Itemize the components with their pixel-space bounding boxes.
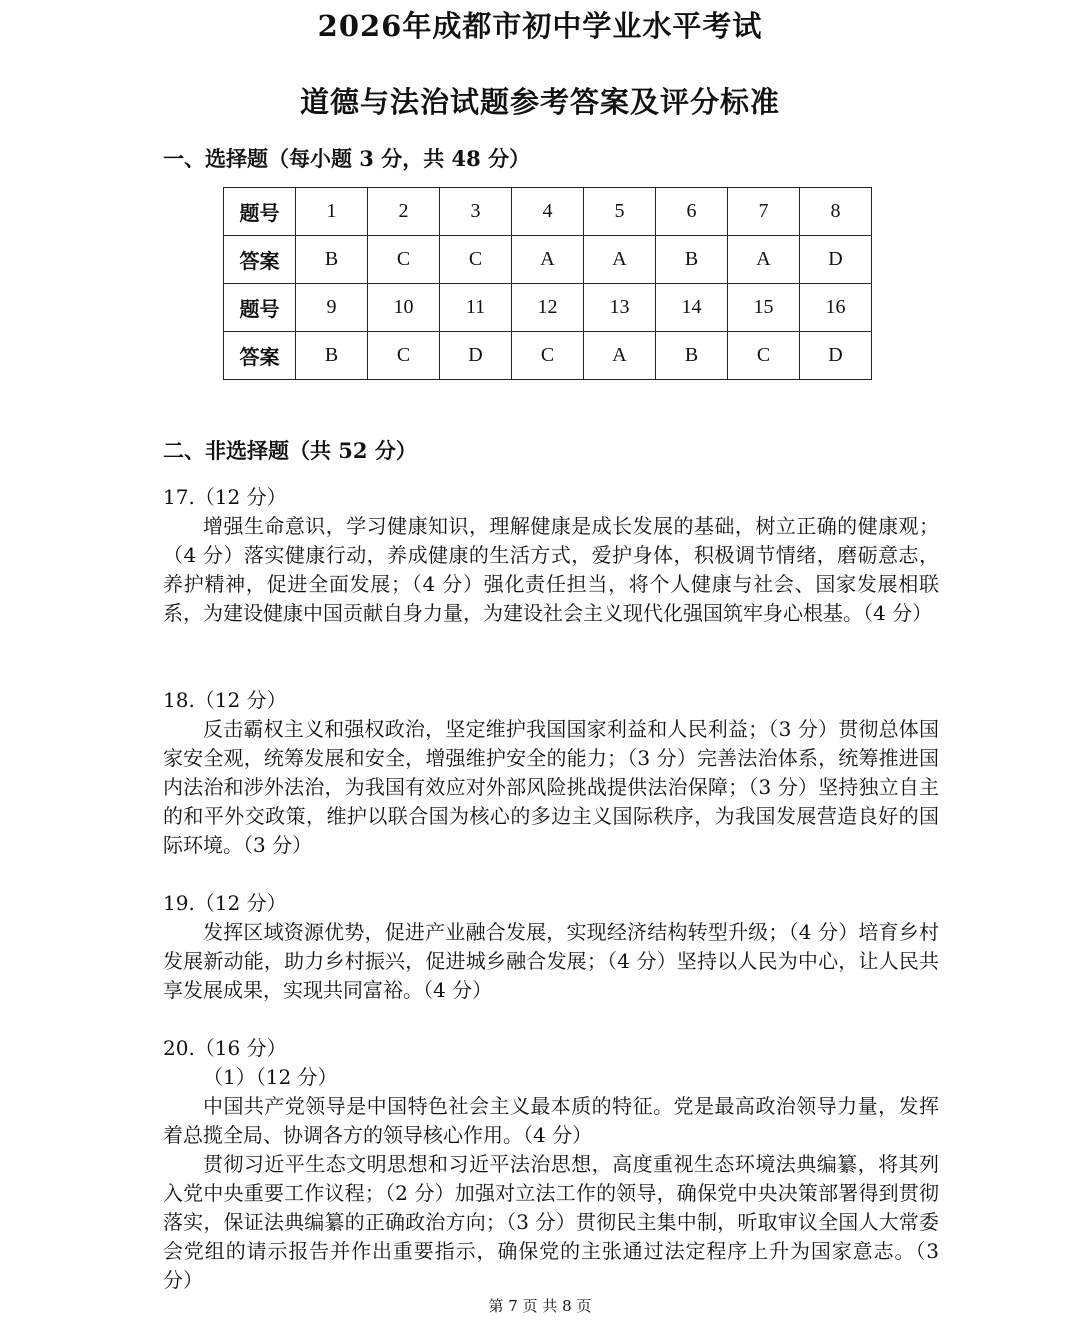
document-subtitle: 道德与法治试题参考答案及评分标准 xyxy=(299,85,780,119)
section1-heading: 一、选择题（每小题 3 分，共 48 分） xyxy=(163,146,531,171)
table-cell: 1 xyxy=(296,188,368,236)
question-20-paragraph-1: 中国共产党领导是中国特色社会主义最本质的特征。党是最高政治领导力量，发挥着总揽全局、协调各方的领导核心作用。（4 分） xyxy=(163,1094,939,1147)
question-20-heading: 20.（16 分） xyxy=(163,1036,287,1060)
table-cell: A xyxy=(584,236,656,284)
table-cell: C xyxy=(440,236,512,284)
table-cell: C xyxy=(512,332,584,380)
question-17-answer: 增强生命意识，学习健康知识，理解健康是成长发展的基础，树立正确的健康观；（4 分）落实健康行动，养成健康的生活方式，爱护身体，积极调节情绪，磨砺意志，养护精神，促进全面发展；（4 分）强化责任担当，将个人健康与社会、国家发展相联系，为建设健康中国贡献自身力量，为建设社会主义现代化强国筑牢身心根基。（4 分） xyxy=(163,514,939,625)
document-title: 2026年成都市初中学业水平考试 xyxy=(317,9,763,43)
table-cell: C xyxy=(368,236,440,284)
table-cell: B xyxy=(656,236,728,284)
table-cell: D xyxy=(800,332,872,380)
table-cell: B xyxy=(656,332,728,380)
section2-heading: 二、非选择题（共 52 分） xyxy=(163,438,417,463)
question-18-answer: 反击霸权主义和强权政治，坚定维护我国国家利益和人民利益；（3 分）贯彻总体国家安全观，统筹发展和安全，增强维护安全的能力；（3 分）完善法治体系，统筹推进国内法治和涉外法治，为我国有效应对外部风险挑战提供法治保障；（3 分）坚持独立自主的和平外交政策，维护以联合国为核心的多边主义国际秩序，为我国发展营造良好的国际环境。（3 分） xyxy=(163,717,939,857)
table-cell: D xyxy=(440,332,512,380)
table-cell: 16 xyxy=(800,284,872,332)
question-20-paragraph-2: 贯彻习近平生态文明思想和习近平法治思想，高度重视生态环境法典编纂，将其列入党中央重要工作议程；（2 分）加强对立法工作的领导，确保党中央决策部署得到贯彻落实，保证法典编纂的正确政治方向；（3 分）贯彻民主集中制，听取审议全国人大常委会党组的请示报告并作出重要指示，确保党的主张通过法定程序上升为国家意志。（3 分） xyxy=(163,1152,939,1292)
table-cell: A xyxy=(512,236,584,284)
table-cell: C xyxy=(728,332,800,380)
table-cell: 11 xyxy=(440,284,512,332)
question-17-heading: 17.（12 分） xyxy=(163,485,287,509)
table-cell: 10 xyxy=(368,284,440,332)
table-cell: 13 xyxy=(584,284,656,332)
table-cell: 14 xyxy=(656,284,728,332)
table-row xyxy=(224,284,872,332)
table-cell: 12 xyxy=(512,284,584,332)
table-cell: 8 xyxy=(800,188,872,236)
table-row-label: 答案 xyxy=(224,332,296,380)
table-row xyxy=(224,188,872,236)
table-row xyxy=(224,236,872,284)
table-cell: 7 xyxy=(728,188,800,236)
table-row-label: 题号 xyxy=(224,284,296,332)
table-cell: B xyxy=(296,332,368,380)
table-cell: A xyxy=(728,236,800,284)
table-cell: 2 xyxy=(368,188,440,236)
table-cell: 9 xyxy=(296,284,368,332)
table-cell: 6 xyxy=(656,188,728,236)
table-row-label: 答案 xyxy=(224,236,296,284)
table-cell: 5 xyxy=(584,188,656,236)
table-row-label: 题号 xyxy=(224,188,296,236)
table-cell: D xyxy=(800,236,872,284)
question-18-heading: 18.（12 分） xyxy=(163,688,287,712)
table-cell: C xyxy=(368,332,440,380)
choice-answer-table xyxy=(223,187,872,380)
page-footer: 第 7 页 共 8 页 xyxy=(488,1297,592,1315)
question-19-heading: 19.（12 分） xyxy=(163,891,287,915)
table-row xyxy=(224,332,872,380)
table-cell: 4 xyxy=(512,188,584,236)
table-cell: 3 xyxy=(440,188,512,236)
table-cell: B xyxy=(296,236,368,284)
question-20-sub1-heading: （1）（12 分） xyxy=(203,1065,338,1089)
table-cell: A xyxy=(584,332,656,380)
table-cell: 15 xyxy=(728,284,800,332)
question-19-answer: 发挥区域资源优势，促进产业融合发展，实现经济结构转型升级；（4 分）培育乡村发展新动能，助力乡村振兴，促进城乡融合发展；（4 分）坚持以人民为中心，让人民共享发展成果，实现共同富裕。（4 分） xyxy=(163,920,939,1002)
